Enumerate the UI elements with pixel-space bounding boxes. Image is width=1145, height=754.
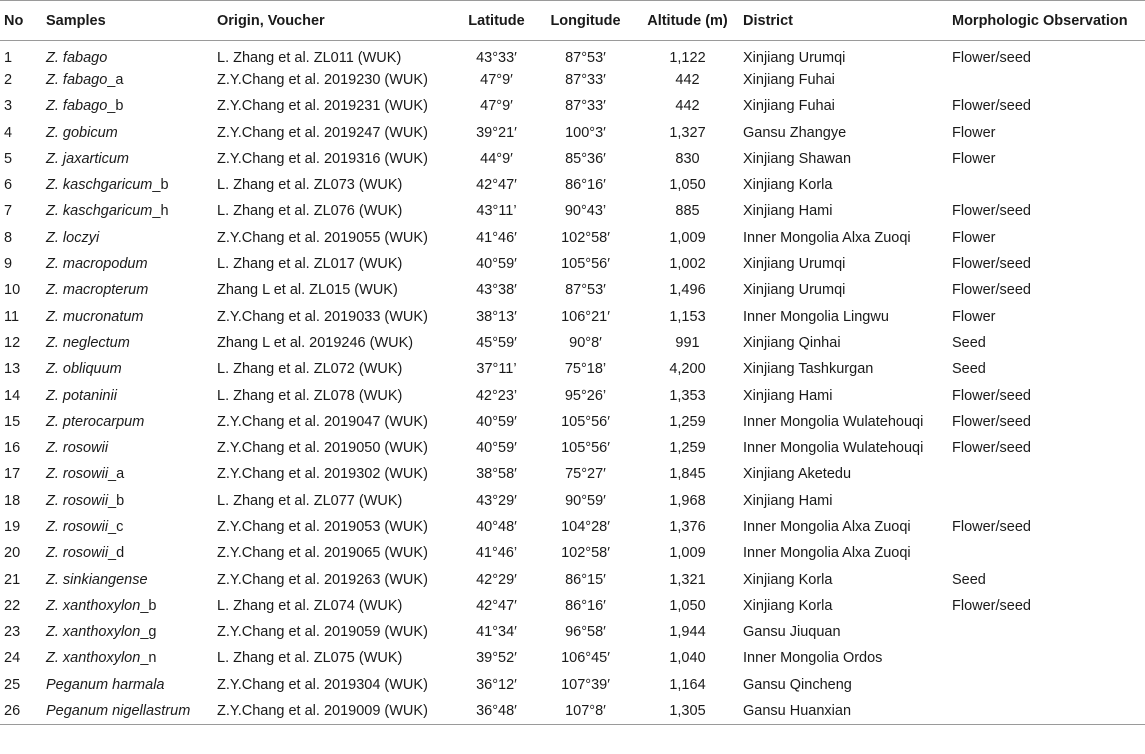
cell-sample xyxy=(42,251,213,277)
cell-sample xyxy=(42,645,213,671)
cell-sample xyxy=(42,461,213,487)
sample-species: Peganum harmala xyxy=(46,676,165,693)
cell-district: Inner Mongolia Alxa Zuoqi xyxy=(743,518,911,535)
cell-latitude: 39°21′ xyxy=(476,124,517,141)
cell-longitude: 102°58′ xyxy=(561,545,610,562)
sample-suffix: _n xyxy=(140,650,157,667)
sample-species: Z. rosowii xyxy=(46,545,109,562)
cell-altitude: 1,009 xyxy=(669,229,706,246)
cell-sample xyxy=(42,540,213,566)
table-row xyxy=(0,672,1145,698)
cell-latitude: 45°59′ xyxy=(476,334,517,351)
cell-longitude: 102°58′ xyxy=(561,229,610,246)
table-row xyxy=(0,251,1145,277)
cell-latitude: 37°11’ xyxy=(476,361,517,378)
cell-morphology xyxy=(948,461,1145,487)
cell-altitude: 1,050 xyxy=(669,177,706,194)
sample-species: Z. rosowii xyxy=(46,466,109,483)
cell-voucher: Z.Y.Chang et al. 2019065 (WUK) xyxy=(217,545,428,562)
cell-no: 7 xyxy=(4,203,13,220)
header-longitude: Longitude xyxy=(535,1,632,41)
sample-species: Z. rosowii xyxy=(46,518,109,535)
sample-species: Z. obliquum xyxy=(46,361,122,378)
table-row xyxy=(0,461,1145,487)
sample-species: Z. rosowii xyxy=(46,492,109,509)
cell-latitude: 40°59′ xyxy=(476,256,517,273)
cell-morphology: Flower/seed xyxy=(952,203,1031,220)
cell-morphology: Seed xyxy=(952,571,986,588)
cell-district: Gansu Huanxian xyxy=(739,698,948,724)
sample-species: Z. gobicum xyxy=(46,124,118,141)
header-district: District xyxy=(739,1,948,41)
cell-longitude: 107°8′ xyxy=(535,698,632,724)
cell-district: Xinjiang Hami xyxy=(743,492,833,509)
cell-longitude: 90°59′ xyxy=(565,492,606,509)
table-row xyxy=(0,698,1145,724)
cell-longitude: 87°53′ xyxy=(565,49,606,66)
cell-latitude: 36°48′ xyxy=(454,698,535,724)
cell-morphology xyxy=(948,645,1145,671)
sample-species: Z. xanthoxylon xyxy=(46,597,141,614)
cell-voucher: L. Zhang et al. ZL072 (WUK) xyxy=(217,361,403,378)
cell-morphology: Flower xyxy=(952,308,996,325)
cell-longitude: 107°39′ xyxy=(561,676,610,693)
cell-district: Xinjiang Urumqi xyxy=(743,49,846,66)
sample-suffix: _g xyxy=(140,624,157,641)
cell-altitude: 1,496 xyxy=(669,282,706,299)
cell-sample xyxy=(42,409,213,435)
cell-district: Xinjiang Urumqi xyxy=(743,282,846,299)
sample-species: Z. loczyi xyxy=(46,229,100,246)
sample-suffix: _b xyxy=(108,492,125,509)
cell-sample xyxy=(42,119,213,145)
table-row xyxy=(0,93,1145,119)
cell-voucher: L. Zhang et al. ZL078 (WUK) xyxy=(217,387,403,404)
header-row xyxy=(0,1,1145,41)
header-origin-voucher: Origin, Voucher xyxy=(213,1,454,41)
sample-suffix: _b xyxy=(107,98,124,115)
header-morphologic-observation: Morphologic Observation xyxy=(948,1,1145,41)
cell-voucher: L. Zhang et al. ZL075 (WUK) xyxy=(217,650,403,667)
table-row xyxy=(0,619,1145,645)
sample-species: Peganum nigellastrum xyxy=(46,702,191,719)
cell-no: 11 xyxy=(4,308,20,325)
cell-sample xyxy=(42,330,213,356)
cell-sample xyxy=(42,514,213,540)
table-row xyxy=(0,146,1145,172)
cell-voucher: Z.Y.Chang et al. 2019263 (WUK) xyxy=(217,571,428,588)
cell-altitude: 1,845 xyxy=(669,466,706,483)
sample-species: Z. potaninii xyxy=(46,387,117,404)
table-row xyxy=(0,409,1145,435)
cell-latitude: 43°11’ xyxy=(476,203,517,220)
sample-species: Z. rosowii xyxy=(46,440,109,457)
cell-no: 21 xyxy=(4,571,21,588)
cell-altitude: 1,164 xyxy=(669,676,706,693)
cell-longitude: 90°43’ xyxy=(564,203,607,220)
cell-sample xyxy=(42,382,213,408)
sample-species: Z. macropterum xyxy=(46,282,149,299)
cell-sample xyxy=(42,698,213,724)
cell-longitude: 87°33′ xyxy=(565,71,606,88)
table-row xyxy=(0,488,1145,514)
cell-sample xyxy=(42,146,213,172)
cell-altitude: 885 xyxy=(675,203,700,220)
cell-latitude: 39°52′ xyxy=(476,650,517,667)
cell-latitude: 44°9′ xyxy=(480,150,513,167)
cell-no: 10 xyxy=(4,282,21,299)
table-row xyxy=(0,41,1145,67)
cell-voucher: Z.Y.Chang et al. 2019304 (WUK) xyxy=(217,676,428,693)
cell-no: 25 xyxy=(4,676,21,693)
cell-longitude: 87°53′ xyxy=(565,282,606,299)
cell-no: 3 xyxy=(4,98,13,115)
cell-district: Inner Mongolia Ordos xyxy=(743,650,883,667)
cell-sample xyxy=(42,619,213,645)
cell-morphology xyxy=(948,619,1145,645)
cell-district: Xinjiang Aketedu xyxy=(743,466,852,483)
cell-district: Xinjiang Fuhai xyxy=(743,71,835,88)
cell-longitude: 104°28′ xyxy=(561,518,610,535)
sample-suffix: _b xyxy=(140,597,157,614)
cell-no: 9 xyxy=(4,256,13,273)
cell-sample xyxy=(42,277,213,303)
cell-no: 13 xyxy=(4,361,21,378)
table-row xyxy=(0,540,1145,566)
cell-altitude: 1,009 xyxy=(669,545,706,562)
sample-species: Z. xanthoxylon xyxy=(46,624,141,641)
cell-no: 16 xyxy=(4,440,21,457)
cell-no: 20 xyxy=(4,545,21,562)
cell-no: 19 xyxy=(4,518,21,535)
cell-latitude: 43°33′ xyxy=(476,49,517,66)
cell-altitude: 1,321 xyxy=(669,571,706,588)
sample-species: Z. fabago xyxy=(46,49,108,66)
cell-district: Inner Mongolia Alxa Zuoqi xyxy=(743,545,911,562)
cell-morphology: Flower/seed xyxy=(952,597,1031,614)
cell-voucher: Z.Y.Chang et al. 2019316 (WUK) xyxy=(217,150,428,167)
table-row xyxy=(0,172,1145,198)
cell-voucher: Z.Y.Chang et al. 2019050 (WUK) xyxy=(217,440,428,457)
table-body xyxy=(0,41,1145,725)
sample-suffix: _a xyxy=(107,71,124,88)
cell-altitude: 1,968 xyxy=(669,492,706,509)
cell-district: Xinjiang Hami xyxy=(743,387,833,404)
cell-voucher: L. Zhang et al. ZL073 (WUK) xyxy=(217,177,403,194)
cell-no: 12 xyxy=(4,334,21,351)
cell-sample xyxy=(42,566,213,592)
cell-altitude: 4,200 xyxy=(669,361,706,378)
sample-species: Z. fabago xyxy=(46,98,108,115)
cell-longitude: 105°56′ xyxy=(561,413,610,430)
cell-voucher: Z.Y.Chang et al. 2019033 (WUK) xyxy=(217,308,428,325)
cell-latitude: 40°48′ xyxy=(476,518,517,535)
cell-district: Xinjiang Korla xyxy=(743,597,833,614)
cell-longitude: 105°56′ xyxy=(561,256,610,273)
cell-morphology: Flower xyxy=(952,124,996,141)
cell-district: Inner Mongolia Wulatehouqi xyxy=(743,413,924,430)
cell-voucher: L. Zhang et al. ZL017 (WUK) xyxy=(217,256,403,273)
cell-district: Gansu Jiuquan xyxy=(743,624,841,641)
cell-morphology: Flower/seed xyxy=(952,387,1031,404)
table-row xyxy=(0,277,1145,303)
cell-morphology: Flower/seed xyxy=(952,49,1031,66)
cell-morphology: Flower/seed xyxy=(952,256,1031,273)
cell-no: 8 xyxy=(4,229,13,246)
cell-morphology xyxy=(948,672,1145,698)
cell-voucher: L. Zhang et al. ZL076 (WUK) xyxy=(217,203,403,220)
cell-morphology: Seed xyxy=(952,361,986,378)
cell-latitude: 40°59′ xyxy=(476,440,517,457)
sample-species: Z. kaschgaricum xyxy=(46,177,153,194)
cell-longitude: 106°45′ xyxy=(561,650,610,667)
cell-voucher: Z.Y.Chang et al. 2019059 (WUK) xyxy=(217,624,428,641)
cell-latitude: 41°46’ xyxy=(475,545,518,562)
sample-suffix: _b xyxy=(152,177,169,194)
cell-sample xyxy=(42,172,213,198)
header-no: No xyxy=(0,1,42,41)
cell-district: Xinjiang Hami xyxy=(743,203,833,220)
sample-suffix: _a xyxy=(108,466,125,483)
table-row xyxy=(0,435,1145,461)
cell-no: 6 xyxy=(4,177,13,194)
cell-latitude: 38°58′ xyxy=(476,466,517,483)
cell-district: Xinjiang Korla xyxy=(743,571,833,588)
sample-species: Z. macropodum xyxy=(46,256,148,273)
cell-sample xyxy=(42,435,213,461)
cell-voucher: Zhang L et al. 2019246 (WUK) xyxy=(217,334,414,351)
table-row xyxy=(0,514,1145,540)
cell-sample xyxy=(42,198,213,224)
cell-morphology: Flower xyxy=(952,229,996,246)
cell-sample xyxy=(42,672,213,698)
cell-altitude: 1,122 xyxy=(669,49,706,66)
cell-district: Inner Mongolia Lingwu xyxy=(743,308,889,325)
cell-longitude: 90°8′ xyxy=(569,334,602,351)
cell-longitude: 86°16′ xyxy=(565,597,606,614)
table-header xyxy=(0,1,1145,41)
sample-species: Z. fabago xyxy=(46,71,108,88)
cell-latitude: 38°13′ xyxy=(476,308,517,325)
cell-altitude: 1,259 xyxy=(669,440,706,457)
cell-district: Inner Mongolia Wulatehouqi xyxy=(743,440,924,457)
cell-altitude: 1,153 xyxy=(669,308,706,325)
cell-morphology xyxy=(948,698,1145,724)
cell-no: 2 xyxy=(4,71,13,88)
cell-altitude: 1,305 xyxy=(632,698,739,724)
cell-sample xyxy=(42,488,213,514)
cell-district: Gansu Qincheng xyxy=(743,676,852,693)
cell-altitude: 1,353 xyxy=(669,387,706,404)
cell-latitude: 42°47′ xyxy=(476,597,517,614)
cell-morphology: Flower xyxy=(952,150,996,167)
sample-suffix: _d xyxy=(108,545,125,562)
cell-no: 23 xyxy=(4,624,21,641)
cell-voucher: Z.Y.Chang et al. 2019231 (WUK) xyxy=(217,98,428,115)
cell-altitude: 1,376 xyxy=(669,518,706,535)
header-altitude: Altitude (m) xyxy=(632,1,739,41)
cell-latitude: 41°34′ xyxy=(476,624,517,641)
cell-altitude: 991 xyxy=(675,334,700,351)
cell-district: Inner Mongolia Alxa Zuoqi xyxy=(743,229,911,246)
cell-longitude: 106°21′ xyxy=(561,308,610,325)
cell-district: Xinjiang Tashkurgan xyxy=(743,361,874,378)
cell-latitude: 47°9′ xyxy=(480,98,513,115)
cell-morphology xyxy=(948,67,1145,93)
cell-longitude: 95°26’ xyxy=(564,387,607,404)
cell-longitude: 75°18’ xyxy=(564,361,607,378)
cell-voucher: L. Zhang et al. ZL011 (WUK) xyxy=(217,49,402,66)
cell-district: Xinjiang Shawan xyxy=(743,150,852,167)
cell-altitude: 1,259 xyxy=(669,413,706,430)
cell-voucher: Z.Y.Chang et al. 2019009 (WUK) xyxy=(213,698,454,724)
cell-district: Xinjiang Korla xyxy=(743,177,833,194)
table-row xyxy=(0,198,1145,224)
cell-sample xyxy=(42,93,213,119)
cell-longitude: 100°3′ xyxy=(565,124,606,141)
sample-species: Z. xanthoxylon xyxy=(46,650,141,667)
cell-sample xyxy=(42,225,213,251)
cell-latitude: 36°12′ xyxy=(476,676,517,693)
sample-suffix: _c xyxy=(108,518,124,535)
cell-altitude: 442 xyxy=(675,98,700,115)
cell-no: 24 xyxy=(4,650,21,667)
cell-latitude: 47°9′ xyxy=(480,71,513,88)
header-latitude: Latitude xyxy=(454,1,535,41)
table-row xyxy=(0,593,1145,619)
cell-sample xyxy=(42,593,213,619)
cell-morphology xyxy=(948,540,1145,566)
cell-no: 26 xyxy=(0,698,42,724)
cell-district: Xinjiang Qinhai xyxy=(743,334,841,351)
sample-species: Z. mucronatum xyxy=(46,308,144,325)
cell-altitude: 1,327 xyxy=(669,124,706,141)
cell-voucher: Z.Y.Chang et al. 2019302 (WUK) xyxy=(217,466,428,483)
sample-suffix: _h xyxy=(152,203,169,220)
table-row xyxy=(0,67,1145,93)
table-row xyxy=(0,303,1145,329)
cell-no: 15 xyxy=(4,413,21,430)
cell-voucher: Zhang L et al. ZL015 (WUK) xyxy=(217,282,398,299)
cell-altitude: 830 xyxy=(675,150,700,167)
table-row xyxy=(0,382,1145,408)
table-row xyxy=(0,566,1145,592)
sample-species: Z. sinkiangense xyxy=(46,571,148,588)
cell-altitude: 1,002 xyxy=(669,256,706,273)
cell-voucher: Z.Y.Chang et al. 2019055 (WUK) xyxy=(217,229,428,246)
cell-morphology xyxy=(948,488,1145,514)
cell-morphology: Flower/seed xyxy=(952,440,1031,457)
cell-no: 1 xyxy=(4,49,13,66)
cell-sample xyxy=(42,67,213,93)
cell-no: 17 xyxy=(4,466,21,483)
cell-no: 4 xyxy=(4,124,13,141)
cell-district: Gansu Zhangye xyxy=(743,124,847,141)
cell-voucher: Z.Y.Chang et al. 2019230 (WUK) xyxy=(217,71,428,88)
header-samples: Samples xyxy=(42,1,213,41)
cell-district: Xinjiang Urumqi xyxy=(743,256,846,273)
cell-morphology: Flower/seed xyxy=(952,518,1031,535)
cell-altitude: 1,050 xyxy=(669,597,706,614)
cell-morphology xyxy=(948,172,1145,198)
cell-longitude: 85°36′ xyxy=(565,150,606,167)
sample-species: Z. jaxarticum xyxy=(46,150,129,167)
cell-altitude: 442 xyxy=(675,71,700,88)
table-row xyxy=(0,356,1145,382)
cell-no: 14 xyxy=(4,387,21,404)
cell-latitude: 42°23’ xyxy=(475,387,518,404)
cell-morphology: Seed xyxy=(952,334,986,351)
cell-sample xyxy=(42,303,213,329)
table-row xyxy=(0,119,1145,145)
cell-morphology: Flower/seed xyxy=(952,98,1031,115)
cell-no: 5 xyxy=(4,150,13,167)
cell-no: 22 xyxy=(4,597,21,614)
table-row xyxy=(0,225,1145,251)
cell-voucher: L. Zhang et al. ZL074 (WUK) xyxy=(217,597,403,614)
cell-longitude: 87°33′ xyxy=(565,98,606,115)
cell-longitude: 96°58′ xyxy=(565,624,606,641)
cell-longitude: 105°56′ xyxy=(561,440,610,457)
cell-voucher: L. Zhang et al. ZL077 (WUK) xyxy=(217,492,403,509)
cell-voucher: Z.Y.Chang et al. 2019247 (WUK) xyxy=(217,124,428,141)
cell-latitude: 40°59′ xyxy=(476,413,517,430)
table-row xyxy=(0,330,1145,356)
table-row xyxy=(0,645,1145,671)
cell-voucher: Z.Y.Chang et al. 2019053 (WUK) xyxy=(217,518,428,535)
cell-sample xyxy=(42,356,213,382)
cell-district: Xinjiang Fuhai xyxy=(743,98,835,115)
cell-longitude: 86°15′ xyxy=(565,571,606,588)
cell-sample xyxy=(42,41,213,67)
sample-species: Z. kaschgaricum xyxy=(46,203,153,220)
cell-longitude: 86°16′ xyxy=(565,177,606,194)
cell-altitude: 1,944 xyxy=(669,624,706,641)
cell-latitude: 42°47′ xyxy=(476,177,517,194)
cell-latitude: 41°46′ xyxy=(476,229,517,246)
sample-species: Z. neglectum xyxy=(46,334,130,351)
cell-voucher: Z.Y.Chang et al. 2019047 (WUK) xyxy=(217,413,428,430)
cell-morphology: Flower/seed xyxy=(952,282,1031,299)
cell-morphology: Flower/seed xyxy=(952,413,1031,430)
sample-species: Z. pterocarpum xyxy=(46,413,145,430)
cell-no: 18 xyxy=(4,492,21,509)
cell-latitude: 43°29′ xyxy=(476,492,517,509)
cell-longitude: 75°27′ xyxy=(565,466,606,483)
cell-latitude: 43°38′ xyxy=(476,282,517,299)
cell-altitude: 1,040 xyxy=(669,650,706,667)
cell-latitude: 42°29′ xyxy=(476,571,517,588)
